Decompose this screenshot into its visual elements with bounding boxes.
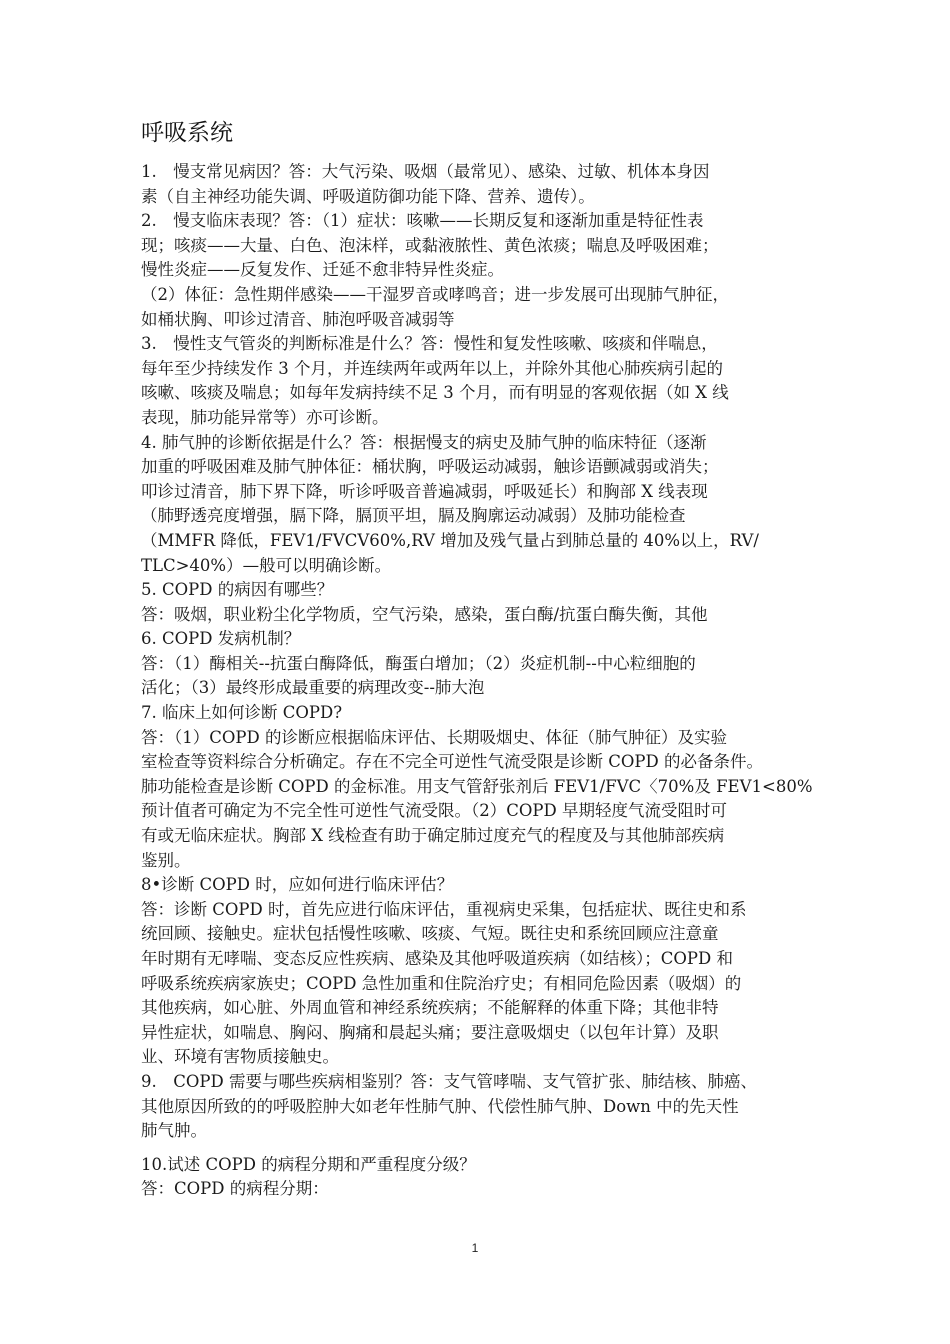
text-line: 7. 临床上如何诊断 COPD? [141, 703, 343, 723]
text-line: 每年至少持续发作 3 个月，并连续两年或两年以上，并除外其他心肺疾病引起的 [141, 358, 723, 378]
text-line: （肺野透亮度增强，膈下降，膈顶平坦，膈及胸廓运动减弱）及肺功能检查 [141, 506, 686, 526]
text-line: 叩诊过清音，肺下界下降，听诊呼吸音普遍减弱，呼吸延长）和胸部 X 线表现 [141, 481, 708, 501]
text-line: 5. COPD 的病因有哪些？ [141, 580, 334, 600]
text-line: 10.试述 COPD 的病程分期和严重程度分级？ [141, 1154, 476, 1174]
text-line: 如桶状胸、叩诊过清音、肺泡呼吸音减弱等 [141, 309, 455, 329]
text-line: 统回顾、接触史。症状包括慢性咳嗽、咳痰、气短。既往史和系统回顾应注意童 [141, 924, 719, 944]
text-line: 加重的呼吸困难及肺气肿体征：桶状胸，呼吸运动减弱，触诊语颤减弱或消失； [141, 457, 719, 477]
text-line: 6. COPD 发病机制？ [141, 629, 301, 649]
text-line: 答：COPD 的病程分期： [141, 1179, 329, 1199]
text-line: 其他疾病，如心脏、外周血管和神经系统疾病；不能解释的体重下降；其他非特 [141, 998, 719, 1018]
text-line: 预计值者可确定为不完全性可逆性气流受限。（2）COPD 早期轻度气流受阻时可 [141, 801, 727, 821]
text-line: 表现，肺功能异常等）亦可诊断。 [141, 407, 389, 427]
text-line: 3. 慢性支气管炎的判断标准是什么？答：慢性和复发性咳嗽、咳痰和伴喘息， [141, 334, 718, 354]
text-line: 肺功能检查是诊断 COPD 的金标准。用支气管舒张剂后 FEV1/FVC〈70%及 FEV1<80% [141, 776, 813, 796]
text-line: 慢性炎症——反复发作、迁延不愈非特异性炎症。 [141, 260, 504, 280]
text-line: 有或无临床症状。胸部 X 线检查有助于确定肺过度充气的程度及与其他肺部疾病 [141, 826, 725, 846]
text-line: 年时期有无哮喘、变态反应性疾病、感染及其他呼吸道疾病（如结核）；COPD 和 [141, 949, 733, 968]
text-line: 肺气肿。 [141, 1121, 207, 1141]
text-line: 其他原因所致的的呼吸腔肿大如老年性肺气肿、代偿性肺气肿、Down 中的先天性 [141, 1096, 739, 1116]
text-line: 异性症状，如喘息、胸闷、胸痛和晨起头痛；要注意吸烟史（以包年计算）及职 [141, 1022, 719, 1042]
text-line: 呼吸系统疾病家族史；COPD 急性加重和住院治疗史；有相同危险因素（吸烟）的 [141, 973, 742, 993]
text-line: 2. 慢支临床表现？答：（1）症状：咳嗽——长期反复和逐渐加重是特征性表 [141, 211, 704, 231]
text-line: 素（自主神经功能失调、呼吸道防御功能下降、营养、遗传）。 [141, 186, 595, 206]
text-line: 1. 慢支常见病因？答：大气污染、吸烟（最常见）、感染、过敏、机体本身因 [141, 162, 710, 181]
text-line: （MMFR 降低，FEV1/FVCV60%,RV 增加及残气量占到肺总量的 40%以上，RV/ [141, 530, 759, 550]
text-line: 答：（1）COPD 的诊断应根据临床评估、长期吸烟史、体征（肺气肿征）及实验 [141, 727, 727, 747]
text-line: 答：吸烟，职业粉尘化学物质，空气污染，感染，蛋白酶/抗蛋白酶失衡，其他 [141, 604, 708, 624]
page-number: 1 [471, 1241, 479, 1255]
paragraph-gap [141, 1144, 841, 1153]
text-line: （2）体征：急性期伴感染——干湿罗音或哮鸣音；进一步发展可出现肺气肿征， [141, 284, 729, 304]
text-line: 9. COPD 需要与哪些疾病相鉴别？答：支气管哮喘、支气管扩张、肺结核、肺癌、 [141, 1071, 757, 1091]
text-line: 4. 肺气肿的诊断依据是什么？答：根据慢支的病史及肺气肿的临床特征（逐渐 [141, 432, 707, 452]
text-line: 8•诊断 COPD 时，应如何进行临床评估？ [141, 875, 454, 895]
text-line: 咳嗽、咳痰及喘息；如每年发病持续不足 3 个月，而有明显的客观依据（如 X 线 [141, 383, 729, 403]
text-line: TLC>40%）—般可以明确诊断。 [141, 555, 392, 575]
page-title: 呼吸系统 [141, 120, 233, 146]
document-body [141, 160, 841, 1202]
text-line: 鉴别。 [141, 850, 191, 870]
text-line: 现；咳痰——大量、白色、泡沫样，或黏液脓性、黄色浓痰；喘息及呼吸困难； [141, 235, 719, 255]
text-line: 室检查等资料综合分析确定。存在不完全可逆性气流受限是诊断 COPD 的必备条件。 [141, 752, 763, 772]
text-line: 答：（1）酶相关--抗蛋白酶降低，酶蛋白增加；（2）炎症机制--中心粒细胞的 [141, 653, 696, 673]
text-line: 活化；（3）最终形成最重要的病理改变--肺大泡 [141, 678, 485, 698]
text-line: 答：诊断 COPD 时，首先应进行临床评估，重视病史采集，包括症状、既往史和系 [141, 899, 747, 919]
text-line: 业、环境有害物质接触史。 [141, 1047, 339, 1067]
